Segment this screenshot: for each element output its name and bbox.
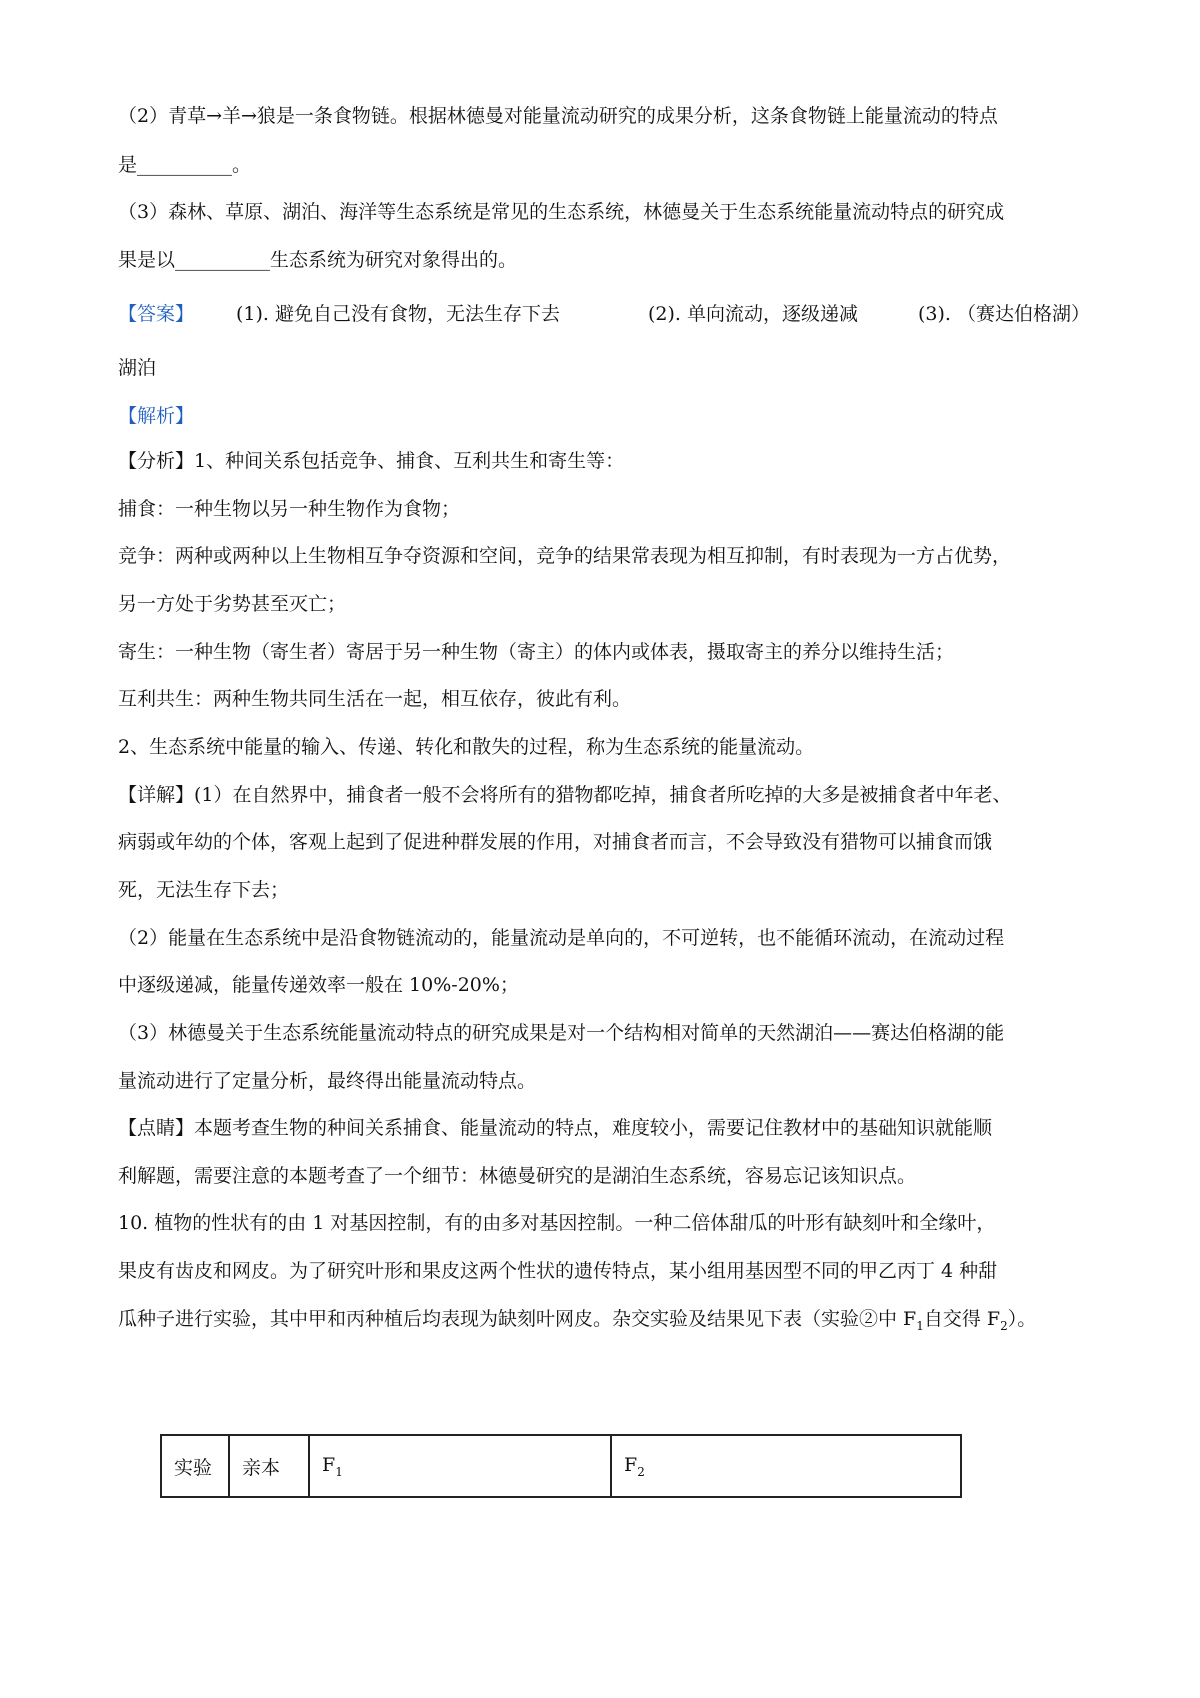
answer-label: 【答案】 <box>118 303 195 325</box>
q10-text-before: 瓜种子进行实验，其中甲和丙种植后均表现为缺刻叶网皮。杂交实验及结果见下表（实验②中 F <box>118 1308 917 1330</box>
q10-sub-1: 1 <box>916 1318 924 1333</box>
body-line: 2、生态系统中能量的输入、传递、转化和散失的过程，称为生态系统的能量流动。 <box>118 736 815 758</box>
question-10-line-3 <box>118 1305 1098 1340</box>
answer-continuation: 湖泊 <box>118 357 157 379</box>
body-line: 【详解】(1）在自然界中，捕食者一般不会将所有的猎物都吃掉，捕食者所吃掉的大多是被捕食者中年老、 <box>118 784 1012 806</box>
question-10-line-2: 果皮有齿皮和网皮。为了研究叶形和果皮这两个性状的遗传特点，某小组用基因型不同的甲乙丙丁 4 种甜 <box>118 1260 998 1282</box>
q10-text-after: ）。 <box>1007 1308 1037 1330</box>
body-line: 死，无法生存下去； <box>118 879 290 901</box>
body-line: 【分析】1、种间关系包括竞争、捕食、互利共生和寄生等： <box>118 450 625 472</box>
body-line: 竞争：两种或两种以上生物相互争夺资源和空间，竞争的结果常表现为相互抑制，有时表现为一方占优势， <box>118 545 1012 567</box>
body-line: 【点睛】本题考查生物的种间关系捕食、能量流动的特点，难度较小，需要记住教材中的基础知识就能顺 <box>118 1117 993 1139</box>
question-3-line-1: （3）森林、草原、湖泊、海洋等生态系统是常见的生态系统，林德曼关于生态系统能量流动特点的研究成 <box>118 201 1005 223</box>
header-f2-text: F <box>624 1453 638 1476</box>
question-3-line-2: 果是以__________生态系统为研究对象得出的。 <box>118 249 518 271</box>
body-line: 寄生：一种生物（寄生者）寄居于另一种生物（寄主）的体内或体表，摄取寄主的养分以维持生活； <box>118 641 955 663</box>
body-line: 病弱或年幼的个体，客观上起到了促进种群发展的作用，对捕食者而言，不会导致没有猎物可以捕食而饿 <box>118 831 993 853</box>
body-line: 互利共生：两种生物共同生活在一起，相互依存，彼此有利。 <box>118 688 632 710</box>
header-parent: 亲本 <box>229 1435 309 1497</box>
question-10-line-1: 10. 植物的性状有的由 1 对基因控制，有的由多对基因控制。一种二倍体甜瓜的叶形有缺刻叶和全缘叶， <box>118 1212 996 1234</box>
analysis-label: 【解析】 <box>118 405 195 427</box>
header-f2 <box>611 1435 961 1497</box>
question-2-line-2: 是__________。 <box>118 154 252 176</box>
question-2-line-1: （2）青草→羊→狼是一条食物链。根据林德曼对能量流动研究的成果分析，这条食物链上能量流动的特点 <box>118 105 998 127</box>
header-experiment: 实验 <box>161 1435 229 1497</box>
q10-sub-2: 2 <box>1000 1318 1008 1333</box>
answer-item-1: (1). 避免自己没有食物，无法生存下去 <box>236 303 560 325</box>
header-f1 <box>309 1435 611 1497</box>
q10-text-middle: 自交得 F <box>923 1308 1001 1330</box>
body-line: （3）林德曼关于生态系统能量流动特点的研究成果是对一个结构相对简单的天然湖泊——赛达伯格湖的能 <box>118 1022 1005 1044</box>
header-f1-sub: 1 <box>335 1464 343 1479</box>
body-line: 中逐级递减，能量传递效率一般在 10%-20%； <box>118 974 519 996</box>
header-f2-sub: 2 <box>637 1464 645 1479</box>
answer-item-2: (2). 单向流动，逐级递减 <box>648 303 858 325</box>
header-f1-text: F <box>322 1453 336 1476</box>
body-line: 利解题，需要注意的本题考查了一个细节：林德曼研究的是湖泊生态系统，容易忘记该知识点。 <box>118 1165 917 1187</box>
table-header-row <box>161 1435 961 1497</box>
experiment-table <box>160 1434 962 1498</box>
body-line: 另一方处于劣势甚至灭亡； <box>118 593 347 615</box>
body-line: （2）能量在生态系统中是沿食物链流动的，能量流动是单向的，不可逆转，也不能循环流动，在流动过程 <box>118 927 1005 949</box>
body-line: 捕食：一种生物以另一种生物作为食物； <box>118 498 461 520</box>
body-line: 量流动进行了定量分析，最终得出能量流动特点。 <box>118 1070 537 1092</box>
answer-item-3: (3). （赛达伯格湖） <box>918 303 1090 325</box>
